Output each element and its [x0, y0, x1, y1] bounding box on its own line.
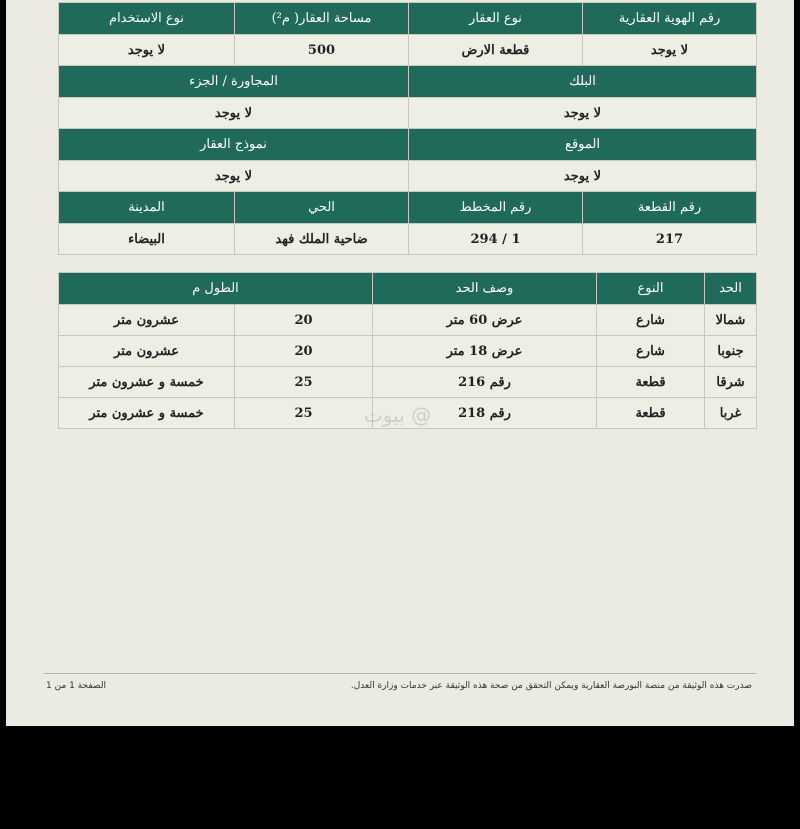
- header-usage-type: نوع الاستخدام: [59, 3, 235, 35]
- header-plan-number: رقم المخطط: [409, 192, 583, 224]
- boundary-length-text: خمسة و عشرون متر: [59, 398, 235, 429]
- header-property-model: نموذج العقار: [59, 129, 409, 161]
- boundary-side: شمالا: [705, 305, 757, 336]
- table-row: [59, 305, 757, 336]
- header-boundary-side: الحد: [705, 273, 757, 305]
- value-plot-number: 217: [583, 224, 757, 255]
- value-property-area: 500: [235, 35, 409, 66]
- boundary-length-text: عشرون متر: [59, 305, 235, 336]
- boundary-length-number: 20: [235, 305, 373, 336]
- boundary-description: رقم 216: [373, 367, 597, 398]
- value-property-model: لا يوجد: [59, 161, 409, 192]
- footer-divider: [44, 673, 756, 674]
- header-boundary-description: وصف الحد: [373, 273, 597, 305]
- value-location: لا يوجد: [409, 161, 757, 192]
- header-block: البلك: [409, 66, 757, 98]
- watermark: بيوت @: [364, 403, 432, 427]
- table-row: [59, 367, 757, 398]
- boundary-side: جنوبا: [705, 336, 757, 367]
- header-city: المدينة: [59, 192, 235, 224]
- value-neighborhood-part: لا يوجد: [59, 98, 409, 129]
- header-neighborhood-part: المجاورة / الجزء: [59, 66, 409, 98]
- boundary-description: عرض 60 متر: [373, 305, 597, 336]
- value-district: ضاحية الملك فهد: [235, 224, 409, 255]
- value-property-id: لا يوجد: [583, 35, 757, 66]
- value-plan-number: 1 / 294: [409, 224, 583, 255]
- value-city: البيضاء: [59, 224, 235, 255]
- boundary-side: شرقا: [705, 367, 757, 398]
- value-usage-type: لا يوجد: [59, 35, 235, 66]
- boundary-type: قطعة: [597, 398, 705, 429]
- boundary-type: شارع: [597, 305, 705, 336]
- boundary-length-text: خمسة و عشرون متر: [59, 367, 235, 398]
- header-boundary-length: الطول م: [59, 273, 373, 305]
- boundary-length-number: 25: [235, 367, 373, 398]
- boundary-description: رقم 218: [373, 398, 597, 429]
- boundary-length-number: 20: [235, 336, 373, 367]
- property-info-table: [58, 2, 757, 255]
- header-location: الموقع: [409, 129, 757, 161]
- header-district: الحي: [235, 192, 409, 224]
- table-row: [59, 336, 757, 367]
- boundary-length-number: 25: [235, 398, 373, 429]
- value-block: لا يوجد: [409, 98, 757, 129]
- boundary-type: شارع: [597, 336, 705, 367]
- boundary-description: عرض 18 متر: [373, 336, 597, 367]
- boundary-length-text: عشرون متر: [59, 336, 235, 367]
- value-property-type: قطعة الارض: [409, 35, 583, 66]
- header-plot-number: رقم القطعة: [583, 192, 757, 224]
- boundary-side: غربا: [705, 398, 757, 429]
- header-boundary-type: النوع: [597, 273, 705, 305]
- document-page: [6, 0, 794, 726]
- footer-notice: صدرت هذه الوثيقة من منصة البورصة العقارية ويمكن التحقق من صحة هذه الوثيقة عبر خدمات وزارة العدل.: [350, 681, 752, 691]
- header-property-id: رقم الهوية العقارية: [583, 3, 757, 35]
- page-number: الصفحة 1 من 1: [46, 681, 106, 691]
- header-property-type: نوع العقار: [409, 3, 583, 35]
- header-property-area: مساحة العقار( م²): [235, 3, 409, 35]
- boundary-type: قطعة: [597, 367, 705, 398]
